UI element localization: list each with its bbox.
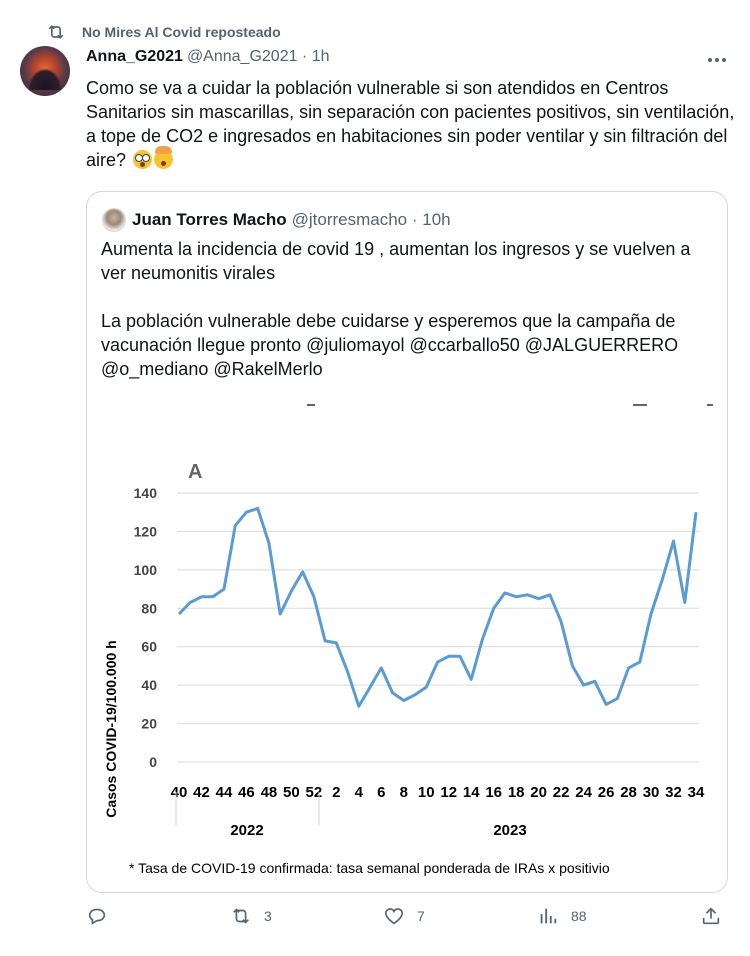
tweet-text	[86, 76, 736, 172]
repost-icon	[230, 905, 252, 927]
x-tick-label: 10	[417, 784, 435, 801]
flushed-face-emoji	[133, 150, 152, 169]
author-handle-time[interactable]: @Anna_G2021 · 1h	[186, 48, 330, 65]
quoted-author-name: Juan Torres Macho	[132, 210, 287, 229]
y-tick-label: 0	[149, 754, 157, 770]
x-tick-label: 22	[552, 784, 570, 801]
year-label-2023: 2023	[493, 822, 527, 839]
x-tick-label: 18	[507, 784, 525, 801]
views-icon	[537, 905, 559, 927]
x-tick-label: 30	[642, 784, 660, 801]
x-tick-label: 16	[485, 784, 503, 801]
x-tick-label: 50	[283, 784, 300, 801]
x-tick-label: 20	[530, 784, 547, 801]
reply-button[interactable]	[86, 905, 108, 927]
tweet-body: Como se va a cuidar la población vulnerable si son atendidos en Centros Sanitarios sin mascarillas, sin separación con pacientes positivos, sin ventilación, a tope de CO2 e ingresados en habitaciones sin poder ventilar y sin filtración del aire?	[86, 78, 735, 170]
x-tick-label: 24	[575, 784, 592, 801]
x-tick-label: 44	[215, 784, 233, 801]
x-tick-label: 32	[665, 784, 682, 801]
y-tick-label: 120	[133, 523, 157, 540]
repost-indicator[interactable]	[46, 22, 281, 42]
quoted-handle-time: @jtorresmacho · 10h	[291, 210, 451, 229]
author-name[interactable]: Anna_G2021	[86, 48, 183, 65]
chart-footnote: * Tasa de COVID-19 confirmada: tasa semanal ponderada de IRAs x positivio	[129, 860, 610, 876]
x-tick-label: 34	[687, 784, 705, 801]
y-tick-label: 100	[133, 561, 157, 578]
x-tick-label: 6	[377, 784, 386, 801]
action-bar	[0, 905, 750, 937]
avatar[interactable]	[20, 46, 70, 96]
tweet-header	[86, 48, 330, 66]
y-tick-label: 20	[141, 715, 157, 732]
x-tick-label: 14	[462, 784, 480, 801]
x-tick-label: 28	[620, 784, 637, 801]
x-tick-label: 52	[305, 784, 323, 801]
y-tick-label: 60	[141, 638, 157, 655]
views-count: 88	[571, 908, 587, 924]
covid-chart[interactable]	[87, 397, 727, 892]
y-tick-label: 140	[133, 485, 157, 501]
y-axis-label: Casos COVID-19/100.000 h	[103, 640, 119, 818]
x-tick-label: 2	[332, 784, 341, 801]
panel-label: A	[188, 461, 203, 483]
x-tick-label: 40	[170, 784, 188, 801]
views-button[interactable]	[537, 905, 587, 927]
quoted-tweet[interactable]	[86, 191, 728, 893]
share-button[interactable]	[700, 905, 722, 927]
year-label-2022: 2022	[230, 822, 264, 839]
x-tick-label: 26	[597, 784, 615, 801]
quoted-header	[102, 208, 451, 232]
quoted-text: Aumenta la incidencia de covid 19 , aumentan los ingresos y se vuelven a ver neumonitis virales La población vulnerable debe cuidarse y esperemos que la campaña de vacunación llegue pronto @juliomayol @ccarballo50 @JALGUERRERO @o_mediano @RakelMerlo	[101, 239, 691, 379]
like-count: 7	[417, 908, 425, 924]
x-tick-label: 8	[399, 784, 408, 801]
y-tick-label: 40	[141, 677, 157, 694]
x-tick-label: 46	[238, 784, 255, 801]
share-icon	[700, 905, 722, 927]
repost-icon	[46, 22, 66, 42]
x-tick-label: 12	[440, 784, 458, 801]
repost-text: No Mires Al Covid reposteado	[82, 24, 281, 40]
quoted-avatar	[102, 208, 126, 232]
x-tick-label: 48	[260, 784, 278, 801]
repost-button[interactable]	[230, 905, 272, 927]
reply-icon	[86, 905, 108, 927]
like-button[interactable]	[383, 905, 425, 927]
y-tick-label: 80	[141, 600, 157, 617]
more-options-icon[interactable]	[706, 50, 728, 70]
x-tick-label: 4	[354, 784, 363, 801]
exploding-head-emoji	[154, 150, 173, 169]
x-tick-label: 42	[193, 784, 210, 801]
heart-icon	[383, 905, 405, 927]
repost-count: 3	[264, 908, 272, 924]
